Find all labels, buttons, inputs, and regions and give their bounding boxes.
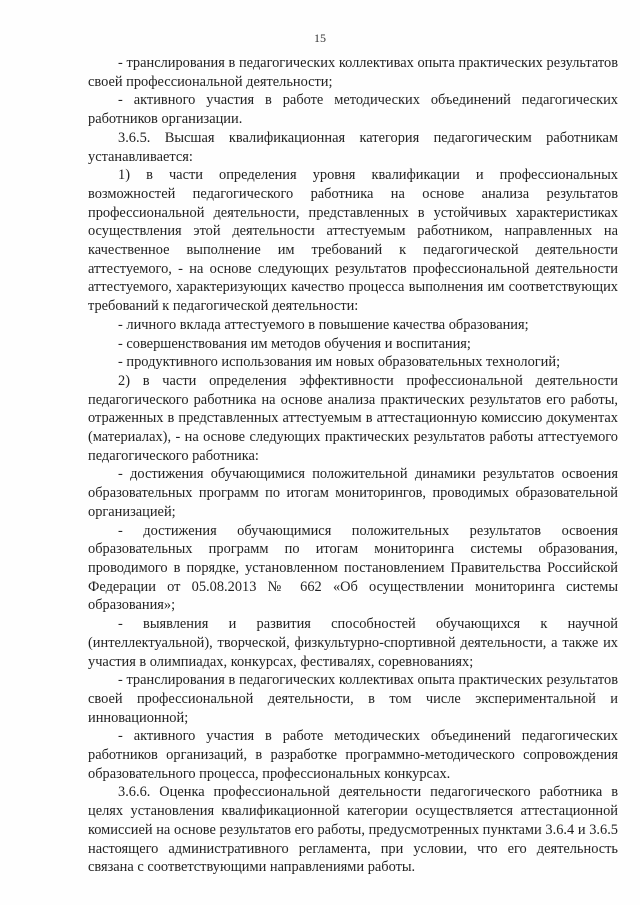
paragraph: 1) в части определения уровня квалификации и профессиональных возможностей педагогического работника на основе анализа результатов профессиональной деятельности, представленных в устойчивых характеристиках осуществления этой деятельности аттестуемым работником, направленных на качественное выполнение им требований к педагогической деятельности аттестуемого, - на основе следующих результатов профессиональной деятельности аттестуемого, характеризующих качество процесса выполнения им соответствующих требований к педагогической деятельности: <box>88 167 618 315</box>
paragraph: - достижения обучающимися положительной динамики результатов освоения образовательных программ по итогам мониторингов, проводимых образовательной организацией; <box>88 466 618 520</box>
paragraph: - транслирования в педагогических коллективах опыта практических результатов своей профессиональной деятельности; <box>88 55 618 90</box>
paragraph: - выявления и развития способностей обучающихся к научной (интеллектуальной), творческой, физкультурно-спортивной деятельности, а также их участия в олимпиадах, конкурсах, фестивалях, соревнованиях; <box>88 616 618 670</box>
paragraph: 3.6.6. Оценка профессиональной деятельности педагогического работника в целях установления квалификационной категории осуществляется аттестационной комиссией на основе результатов его работы, предусмотренных пунктами 3.6.4 и 3.6.5 настоящего административного регламента, при условии, что его деятельность связана с соответствующими направлениями работы. <box>88 784 618 876</box>
paragraph: - активного участия в работе методических объединений педагогических работников организаций, в разработке программно-методического сопровождения образовательного процесса, профессиональных конкурсах. <box>88 728 618 782</box>
paragraph: - достижения обучающимися положительных результатов освоения образовательных программ по итогам мониторинга системы образования, проводимого в порядке, установленном постановлением Правительства Российской Федерации от 05.08.2013 № 662 «Об осуществлении мониторинга системы образования»; <box>88 522 618 614</box>
paragraph: - активного участия в работе методических объединений педагогических работников организации. <box>88 92 618 128</box>
page-number: 15 <box>314 31 326 45</box>
paragraph: - личного вклада аттестуемого в повышение качества образования; <box>118 316 529 333</box>
paragraph: - совершенствования им методов обучения и воспитания; <box>118 335 471 352</box>
paragraph: 2) в части определения эффективности профессиональной деятельности педагогического работника на основе анализа практических результатов его работы, отраженных в представленных аттестуемым в аттестационную комиссию документах (материалах), - на основе следующих практических результатов работы аттестуемого педагогического работника: <box>88 372 618 464</box>
document-body <box>88 54 618 877</box>
paragraph: - продуктивного использования им новых образовательных технологий; <box>118 354 561 371</box>
paragraph: 3.6.5. Высшая квалификационная категория педагогическим работникам устанавливается: <box>88 129 618 165</box>
paragraph: - транслирования в педагогических коллективах опыта практических результатов своей профессиональной деятельности, в том числе экспериментальной и инновационной; <box>88 672 618 726</box>
